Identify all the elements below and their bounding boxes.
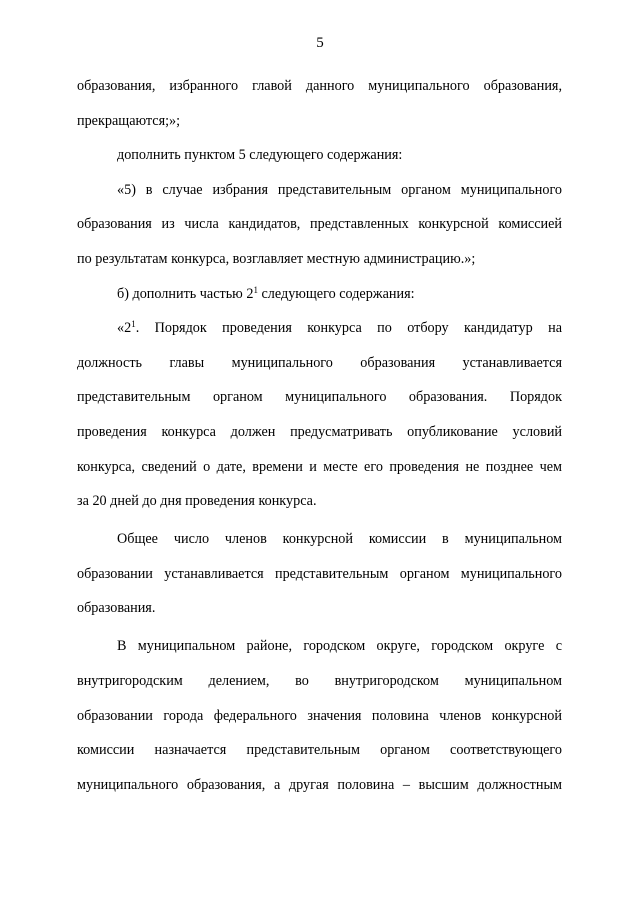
text-line: образовании устанавливается представительным органом муниципального bbox=[77, 565, 562, 582]
text-line: по результатам конкурса, возглавляет местную администрацию.»; bbox=[77, 250, 476, 267]
superscript: 1 bbox=[131, 319, 136, 330]
text-segment: «2 bbox=[117, 320, 132, 337]
text-line: прекращаются;»; bbox=[77, 112, 181, 129]
text-line: за 20 дней до дня проведения конкурса. bbox=[77, 493, 317, 510]
text-line: В муниципальном районе, городском округе, городском округе с bbox=[117, 638, 562, 655]
text-line bbox=[77, 320, 562, 337]
text-line: дополнить пунктом 5 следующего содержания: bbox=[117, 147, 403, 164]
text-line: внутригородским делением, во внутригородском муниципальном bbox=[77, 672, 562, 689]
text-line: должность главы муниципального образования устанавливается bbox=[77, 354, 562, 371]
superscript: 1 bbox=[253, 284, 258, 295]
text-line: комиссии назначается представительным органом соответствующего bbox=[77, 742, 562, 759]
text-line: образовании города федерального значения половина членов конкурсной bbox=[77, 707, 562, 724]
text-line: конкурса, сведений о дате, времени и месте его проведения не позднее чем bbox=[77, 458, 562, 475]
text-line: проведения конкурса должен предусматривать опубликование условий bbox=[77, 423, 562, 440]
text-line: образования, избранного главой данного муниципального образования, bbox=[77, 78, 562, 94]
text-line: Общее число членов конкурсной комиссии в муниципальном bbox=[117, 531, 562, 548]
text-line: образования. bbox=[77, 600, 156, 617]
text-line: «5) в случае избрания представительным органом муниципального bbox=[117, 181, 562, 198]
document-body bbox=[77, 78, 562, 794]
page-number: 5 bbox=[316, 35, 324, 51]
text-line bbox=[77, 286, 562, 303]
text-line: образования из числа кандидатов, представленных конкурсной комиссией bbox=[77, 216, 562, 233]
text-line: муниципального образования, а другая половина – высшим должностным bbox=[77, 776, 562, 793]
text-segment: б) дополнить частью 2 bbox=[117, 285, 254, 302]
text-line: представительным органом муниципального образования. Порядок bbox=[77, 389, 562, 406]
text-segment: следующего содержания: bbox=[257, 285, 415, 302]
text-segment: . Порядок проведения конкурса по отбору кандидатур на bbox=[135, 320, 562, 337]
